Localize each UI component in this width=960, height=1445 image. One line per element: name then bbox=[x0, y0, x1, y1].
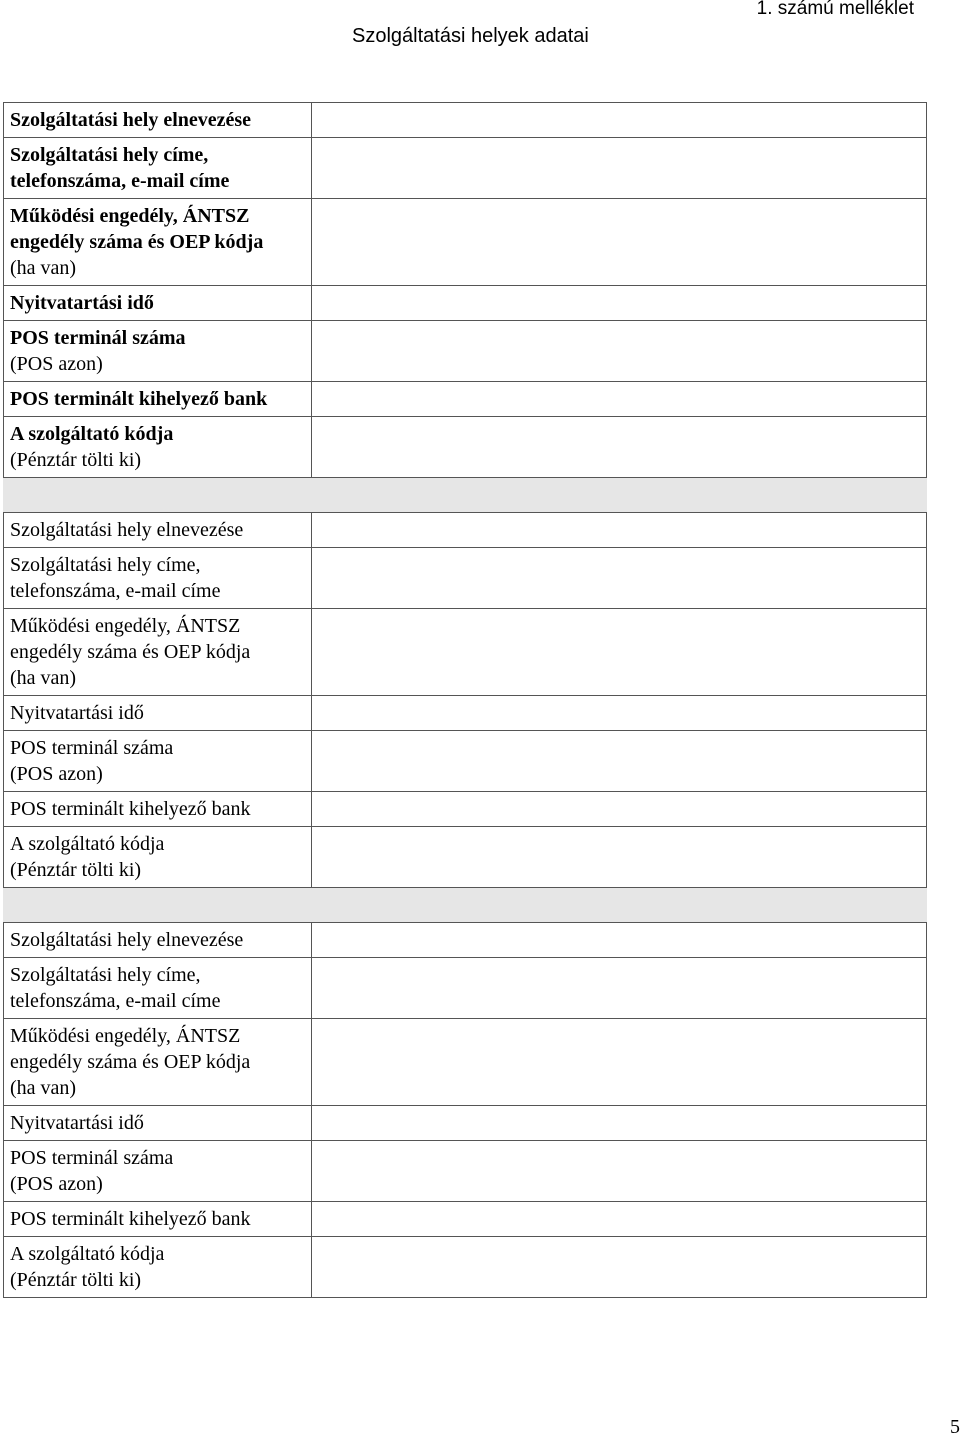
label-address-line2: telefonszáma, e-mail címe bbox=[10, 170, 230, 192]
label-pos-title: POS terminál száma bbox=[10, 737, 174, 759]
label-pos-title: POS terminál száma bbox=[10, 1147, 174, 1169]
row-address bbox=[4, 548, 927, 609]
label-hours: Nyitvatartási idő bbox=[4, 1106, 312, 1141]
row-pos bbox=[4, 731, 927, 792]
label-license-line1: Működési engedély, ÁNTSZ bbox=[10, 1025, 241, 1047]
row-code bbox=[4, 417, 927, 478]
row-hours bbox=[4, 696, 927, 731]
label-address-line2: telefonszáma, e-mail címe bbox=[10, 580, 221, 602]
label-address bbox=[4, 138, 312, 199]
document-title: Szolgáltatási helyek adatai bbox=[352, 25, 589, 47]
field-pos[interactable] bbox=[312, 321, 927, 382]
label-pos bbox=[4, 1141, 312, 1202]
label-license-note: (ha van) bbox=[10, 1077, 77, 1099]
service-location-form-1 bbox=[3, 102, 927, 478]
field-pos[interactable] bbox=[312, 1141, 927, 1202]
label-bank: POS terminált kihelyező bank bbox=[4, 382, 312, 417]
field-address[interactable] bbox=[312, 548, 927, 609]
row-address bbox=[4, 138, 927, 199]
label-code bbox=[4, 1237, 312, 1298]
field-bank[interactable] bbox=[312, 1202, 927, 1237]
label-license-line2: engedély száma és OEP kódja bbox=[10, 1051, 251, 1073]
label-license-line1: Működési engedély, ÁNTSZ bbox=[10, 205, 250, 227]
row-name bbox=[4, 513, 927, 548]
label-pos-title: POS terminál száma bbox=[10, 327, 186, 349]
label-license-line2: engedély száma és OEP kódja bbox=[10, 641, 251, 663]
label-license-note: (ha van) bbox=[10, 257, 77, 279]
field-address[interactable] bbox=[312, 958, 927, 1019]
row-code bbox=[4, 827, 927, 888]
field-hours[interactable] bbox=[312, 696, 927, 731]
field-license[interactable] bbox=[312, 1019, 927, 1106]
field-pos[interactable] bbox=[312, 731, 927, 792]
label-code-title: A szolgáltató kódja bbox=[10, 423, 174, 445]
field-code[interactable] bbox=[312, 417, 927, 478]
label-code bbox=[4, 417, 312, 478]
row-bank bbox=[4, 792, 927, 827]
separator-band bbox=[3, 478, 927, 512]
label-code-note: (Pénztár tölti ki) bbox=[10, 1269, 142, 1291]
page-number: 5 bbox=[950, 1416, 960, 1438]
row-hours bbox=[4, 1106, 927, 1141]
field-license[interactable] bbox=[312, 199, 927, 286]
field-license[interactable] bbox=[312, 609, 927, 696]
service-location-form-3 bbox=[3, 922, 927, 1298]
field-name[interactable] bbox=[312, 513, 927, 548]
label-code-note: (Pénztár tölti ki) bbox=[10, 449, 142, 471]
label-license-note: (ha van) bbox=[10, 667, 77, 689]
row-address bbox=[4, 958, 927, 1019]
label-pos-note: (POS azon) bbox=[10, 763, 103, 785]
annex-label: 1. számú melléklet bbox=[756, 0, 914, 19]
label-address-line1: Szolgáltatási hely címe, bbox=[10, 554, 201, 576]
label-license bbox=[4, 609, 312, 696]
service-location-form-2 bbox=[3, 512, 927, 888]
label-pos-note: (POS azon) bbox=[10, 1173, 103, 1195]
label-pos bbox=[4, 321, 312, 382]
row-name bbox=[4, 103, 927, 138]
label-code-title: A szolgáltató kódja bbox=[10, 1243, 165, 1265]
row-pos bbox=[4, 321, 927, 382]
field-code[interactable] bbox=[312, 827, 927, 888]
label-license-line1: Működési engedély, ÁNTSZ bbox=[10, 615, 241, 637]
row-pos bbox=[4, 1141, 927, 1202]
field-name[interactable] bbox=[312, 103, 927, 138]
field-code[interactable] bbox=[312, 1237, 927, 1298]
row-hours bbox=[4, 286, 927, 321]
label-license bbox=[4, 1019, 312, 1106]
label-name: Szolgáltatási hely elnevezése bbox=[4, 923, 312, 958]
label-license bbox=[4, 199, 312, 286]
row-bank bbox=[4, 1202, 927, 1237]
label-code-title: A szolgáltató kódja bbox=[10, 833, 165, 855]
row-bank bbox=[4, 382, 927, 417]
label-address bbox=[4, 958, 312, 1019]
field-bank[interactable] bbox=[312, 382, 927, 417]
service-locations bbox=[3, 102, 927, 1298]
label-bank: POS terminált kihelyező bank bbox=[4, 792, 312, 827]
label-address-line1: Szolgáltatási hely címe, bbox=[10, 144, 209, 166]
label-code-note: (Pénztár tölti ki) bbox=[10, 859, 142, 881]
label-bank: POS terminált kihelyező bank bbox=[4, 1202, 312, 1237]
row-code bbox=[4, 1237, 927, 1298]
row-license bbox=[4, 609, 927, 696]
field-bank[interactable] bbox=[312, 792, 927, 827]
field-hours[interactable] bbox=[312, 286, 927, 321]
label-address-line2: telefonszáma, e-mail címe bbox=[10, 990, 221, 1012]
field-address[interactable] bbox=[312, 138, 927, 199]
row-name bbox=[4, 923, 927, 958]
label-hours: Nyitvatartási idő bbox=[4, 286, 312, 321]
label-name: Szolgáltatási hely elnevezése bbox=[4, 513, 312, 548]
field-hours[interactable] bbox=[312, 1106, 927, 1141]
label-license-line2: engedély száma és OEP kódja bbox=[10, 231, 264, 253]
label-pos bbox=[4, 731, 312, 792]
label-code bbox=[4, 827, 312, 888]
label-hours: Nyitvatartási idő bbox=[4, 696, 312, 731]
separator-band bbox=[3, 888, 927, 922]
label-address bbox=[4, 548, 312, 609]
label-pos-note: (POS azon) bbox=[10, 353, 103, 375]
label-name: Szolgáltatási hely elnevezése bbox=[4, 103, 312, 138]
row-license bbox=[4, 199, 927, 286]
field-name[interactable] bbox=[312, 923, 927, 958]
row-license bbox=[4, 1019, 927, 1106]
label-address-line1: Szolgáltatási hely címe, bbox=[10, 964, 201, 986]
